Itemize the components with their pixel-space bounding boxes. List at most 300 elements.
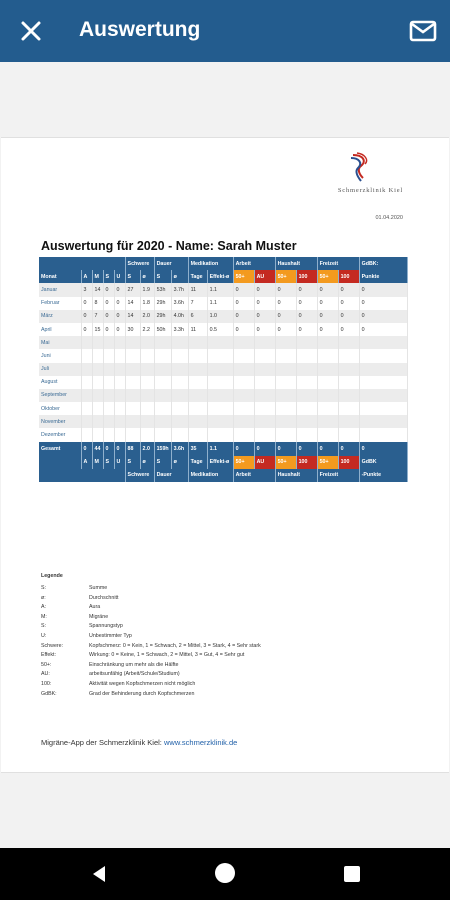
table-cell: [92, 428, 103, 441]
legend-value: Durchschnitt: [89, 594, 119, 601]
table-cell: [317, 336, 338, 349]
table-cell: 7: [188, 297, 207, 310]
clinic-logo-icon: [349, 152, 371, 184]
table-cell: [254, 336, 275, 349]
table-row: [39, 297, 407, 310]
table-cell: 6: [188, 310, 207, 323]
total-cell: 0: [317, 442, 338, 456]
table-cell: [188, 389, 207, 402]
footer-column: ø: [140, 456, 154, 469]
table-cell: 3.6h: [171, 297, 188, 310]
legend-item: [41, 671, 261, 681]
table-row: [39, 389, 407, 402]
home-icon[interactable]: [215, 863, 235, 883]
total-cell: 0: [103, 442, 114, 456]
table-cell: [103, 336, 114, 349]
table-cell: [296, 428, 317, 441]
legend-value: Kopfschmerz: 0 = Kein, 1 = Schwach, 2 = Mittel, 3 = Stark, 4 = Sehr stark: [89, 642, 261, 649]
table-cell: 50h: [154, 323, 171, 336]
table-cell: [188, 349, 207, 362]
month-name: Mai: [39, 336, 81, 349]
table-cell: [154, 402, 171, 415]
table-cell: [254, 363, 275, 376]
month-name: Januar: [39, 283, 81, 296]
total-cell: 0: [233, 442, 254, 456]
table-cell: [140, 428, 154, 441]
table-cell: 11: [188, 323, 207, 336]
table-cell: [296, 349, 317, 362]
footer-column: U: [114, 456, 125, 469]
column-header: 50+: [317, 270, 338, 283]
footer-column: S: [154, 456, 171, 469]
table-cell: 0: [317, 323, 338, 336]
legend: [41, 573, 261, 700]
footer-group: Haushalt: [275, 469, 317, 482]
table-cell: 29h: [154, 297, 171, 310]
table-cell: [103, 415, 114, 428]
table-row: [39, 402, 407, 415]
table-cell: 0: [338, 323, 359, 336]
table-cell: [207, 336, 233, 349]
total-row: [39, 442, 407, 456]
recent-apps-icon[interactable]: [344, 866, 360, 882]
legend-key: GdBK:: [41, 690, 57, 697]
table-cell: [92, 415, 103, 428]
footer-column: 50+: [317, 456, 338, 469]
total-cell: 3.6h: [171, 442, 188, 456]
table-cell: [81, 428, 92, 441]
table-cell: [125, 363, 140, 376]
footer-spacer: [39, 469, 125, 482]
footer-text: Migräne-App der Schmerzklinik Kiel:: [41, 738, 162, 747]
table-cell: [275, 415, 296, 428]
legend-key: 100:: [41, 680, 52, 687]
table-cell: [254, 428, 275, 441]
report-page: [1, 137, 449, 773]
total-cell: 2.0: [140, 442, 154, 456]
table-cell: [338, 402, 359, 415]
total-cell: 88: [125, 442, 140, 456]
legend-item: [41, 633, 261, 643]
table-cell: [317, 402, 338, 415]
header-spacer: [39, 257, 125, 270]
table-cell: [338, 349, 359, 362]
legend-value: Wirkung: 0 = Keine, 1 = Schwach, 2 = Mittel, 3 = Gut, 4 = Sehr gut: [89, 652, 245, 659]
legend-value: Aura: [89, 604, 101, 611]
total-cell: 159h: [154, 442, 171, 456]
table-cell: [140, 415, 154, 428]
table-cell: [81, 389, 92, 402]
month-name: Oktober: [39, 402, 81, 415]
table-cell: [188, 415, 207, 428]
table-cell: [114, 376, 125, 389]
table-cell: [338, 336, 359, 349]
evaluation-table: [39, 257, 408, 482]
report-title: Auswertung für 2020 - Name: Sarah Muster: [41, 239, 297, 253]
legend-key: U:: [41, 632, 47, 639]
table-cell: 0: [233, 310, 254, 323]
legend-key: A:: [41, 604, 47, 611]
table-cell: [171, 363, 188, 376]
table-cell: [359, 336, 407, 349]
total-cell: 0: [81, 442, 92, 456]
legend-key: ø:: [41, 594, 46, 601]
system-nav-bar: [0, 848, 450, 900]
table-cell: 0: [275, 323, 296, 336]
table-cell: [171, 415, 188, 428]
table-cell: [233, 376, 254, 389]
month-name: November: [39, 415, 81, 428]
table-cell: [103, 349, 114, 362]
total-cell: 0: [275, 442, 296, 456]
legend-key: Schwere:: [41, 642, 64, 649]
report-date: 01.04.2020: [375, 215, 403, 221]
group-header: Schwere: [125, 257, 154, 270]
footer-group: Dauer: [154, 469, 188, 482]
table-cell: [92, 363, 103, 376]
table-cell: [207, 415, 233, 428]
table-cell: 0: [359, 283, 407, 296]
column-header: S: [154, 270, 171, 283]
legend-value: Migräne: [89, 613, 109, 620]
table-cell: [296, 336, 317, 349]
table-cell: 0: [338, 310, 359, 323]
table-cell: [188, 402, 207, 415]
table-group-header: [39, 257, 407, 270]
table-cell: [103, 376, 114, 389]
column-header: Punkte: [359, 270, 407, 283]
column-header: 50+: [275, 270, 296, 283]
legend-title: Legende: [41, 573, 63, 579]
table-cell: 0: [317, 283, 338, 296]
table-cell: [296, 376, 317, 389]
legend-item: [41, 595, 261, 605]
table-cell: 0: [114, 297, 125, 310]
table-cell: [317, 428, 338, 441]
legend-key: S:: [41, 585, 47, 591]
table-cell: [125, 336, 140, 349]
table-row: [39, 349, 407, 362]
table-cell: 0: [296, 297, 317, 310]
month-name: März: [39, 310, 81, 323]
table-cell: [296, 415, 317, 428]
table-cell: 0: [103, 310, 114, 323]
table-cell: [114, 415, 125, 428]
table-cell: [171, 349, 188, 362]
table-cell: 8: [92, 297, 103, 310]
table-footer-columns: [39, 456, 407, 469]
table-cell: [275, 363, 296, 376]
total-cell: 0: [254, 442, 275, 456]
table-cell: 0: [275, 283, 296, 296]
table-cell: [81, 336, 92, 349]
legend-value: Einschränkung um mehr als die Hälfte: [89, 661, 179, 668]
table-cell: 0: [114, 310, 125, 323]
table-cell: 3.3h: [171, 323, 188, 336]
table-cell: [188, 376, 207, 389]
table-cell: 14: [125, 297, 140, 310]
footer-group: Freizeit: [317, 469, 359, 482]
table-cell: 0: [254, 297, 275, 310]
legend-key: M:: [41, 613, 47, 620]
table-cell: 0: [338, 297, 359, 310]
table-cell: 0: [233, 283, 254, 296]
table-cell: [125, 402, 140, 415]
table-cell: [275, 376, 296, 389]
footer-group: Arbeit: [233, 469, 275, 482]
table-cell: [359, 415, 407, 428]
table-cell: [114, 428, 125, 441]
table-cell: [125, 428, 140, 441]
back-icon[interactable]: [90, 865, 108, 883]
table-cell: [317, 415, 338, 428]
table-cell: [296, 402, 317, 415]
table-cell: [154, 349, 171, 362]
app-bar: [0, 0, 450, 62]
report-footer: [41, 738, 237, 747]
footer-column: S: [103, 456, 114, 469]
table-cell: [338, 376, 359, 389]
table-cell: [317, 363, 338, 376]
clinic-logo-text: Schmerzklinik Kiel: [337, 187, 403, 194]
group-header: Haushalt: [275, 257, 317, 270]
group-header: Medikation: [188, 257, 233, 270]
table-cell: [359, 376, 407, 389]
month-name: September: [39, 389, 81, 402]
table-cell: 15: [92, 323, 103, 336]
column-header: U: [114, 270, 125, 283]
table-cell: 30: [125, 323, 140, 336]
legend-item: [41, 585, 261, 595]
table-cell: [233, 428, 254, 441]
table-cell: [92, 336, 103, 349]
table-cell: [207, 363, 233, 376]
table-row: [39, 376, 407, 389]
table-cell: [171, 428, 188, 441]
table-cell: 0: [81, 297, 92, 310]
table-cell: [154, 363, 171, 376]
footer-column: AU: [254, 456, 275, 469]
table-cell: [171, 402, 188, 415]
table-cell: [140, 389, 154, 402]
footer-column: 50+: [233, 456, 254, 469]
table-cell: [296, 363, 317, 376]
legend-item: [41, 691, 261, 701]
group-header: Dauer: [154, 257, 188, 270]
table-cell: [81, 415, 92, 428]
table-column-header: [39, 270, 407, 283]
table-cell: [171, 376, 188, 389]
mail-icon[interactable]: [408, 18, 438, 44]
table-cell: [275, 428, 296, 441]
table-cell: [233, 349, 254, 362]
total-cell: Gesamt: [39, 442, 81, 456]
table-cell: [171, 336, 188, 349]
table-cell: 0: [254, 283, 275, 296]
table-cell: [338, 363, 359, 376]
table-cell: [317, 389, 338, 402]
table-row: [39, 415, 407, 428]
month-name: August: [39, 376, 81, 389]
table-cell: 27: [125, 283, 140, 296]
legend-item: [41, 643, 261, 653]
table-cell: 0: [296, 323, 317, 336]
total-cell: 0: [338, 442, 359, 456]
legend-item: [41, 662, 261, 672]
legend-item: [41, 681, 261, 691]
table-cell: 0: [296, 283, 317, 296]
table-cell: [254, 349, 275, 362]
table-cell: 0: [81, 323, 92, 336]
table-cell: [275, 349, 296, 362]
group-header: Freizeit: [317, 257, 359, 270]
table-cell: 0: [254, 323, 275, 336]
table-cell: [125, 376, 140, 389]
table-cell: [103, 402, 114, 415]
table-cell: 53h: [154, 283, 171, 296]
table-cell: 0: [317, 310, 338, 323]
total-cell: 0: [296, 442, 317, 456]
document-viewer[interactable]: [0, 62, 450, 848]
column-header: AU: [254, 270, 275, 283]
total-cell: 1.1: [207, 442, 233, 456]
table-cell: 0: [233, 323, 254, 336]
table-cell: [114, 349, 125, 362]
table-cell: 0: [103, 297, 114, 310]
table-cell: [188, 336, 207, 349]
table-cell: [125, 389, 140, 402]
table-cell: [233, 415, 254, 428]
footer-column: Tage: [188, 456, 207, 469]
table-cell: [275, 402, 296, 415]
clinic-website-link[interactable]: www.schmerzklinik.de: [163, 738, 238, 747]
table-cell: 2.0: [140, 310, 154, 323]
legend-item: [41, 652, 261, 662]
table-cell: [154, 376, 171, 389]
table-cell: 29h: [154, 310, 171, 323]
table-cell: [275, 389, 296, 402]
table-cell: 0: [103, 323, 114, 336]
table-cell: 0: [359, 297, 407, 310]
table-cell: [188, 428, 207, 441]
total-cell: 0: [114, 442, 125, 456]
total-cell: 0: [359, 442, 407, 456]
table-cell: [359, 389, 407, 402]
table-cell: [125, 349, 140, 362]
table-cell: [233, 389, 254, 402]
legend-value: Summe: [89, 585, 108, 591]
table-cell: [317, 349, 338, 362]
table-cell: [171, 389, 188, 402]
table-cell: [338, 389, 359, 402]
table-cell: [233, 363, 254, 376]
footer-column: [39, 456, 81, 469]
table-cell: [103, 363, 114, 376]
table-cell: 1.9: [140, 283, 154, 296]
column-header: Monat: [39, 270, 81, 283]
total-cell: 44: [92, 442, 103, 456]
table-cell: [338, 428, 359, 441]
close-icon[interactable]: [16, 16, 46, 46]
footer-group: Schwere: [125, 469, 154, 482]
table-cell: [140, 349, 154, 362]
footer-column: M: [92, 456, 103, 469]
legend-value: Grad der Behinderung durch Kopfschmerzen: [89, 690, 195, 697]
table-cell: [81, 376, 92, 389]
table-cell: [359, 428, 407, 441]
table-cell: 0: [296, 310, 317, 323]
table-cell: [140, 336, 154, 349]
table-cell: [296, 389, 317, 402]
table-cell: [233, 402, 254, 415]
table-cell: [140, 402, 154, 415]
table-cell: [154, 428, 171, 441]
column-header: 100: [338, 270, 359, 283]
table-row: [39, 428, 407, 441]
footer-column: 100: [296, 456, 317, 469]
table-cell: [207, 402, 233, 415]
footer-column: ø: [171, 456, 188, 469]
footer-group: -Punkte: [359, 469, 407, 482]
table-cell: 1.1: [207, 297, 233, 310]
table-cell: [207, 349, 233, 362]
table-cell: [359, 402, 407, 415]
legend-key: Effekt:: [41, 652, 56, 659]
table-cell: 1.0: [207, 310, 233, 323]
table-cell: 0.5: [207, 323, 233, 336]
total-cell: 35: [188, 442, 207, 456]
table-cell: [140, 363, 154, 376]
group-header: Arbeit: [233, 257, 275, 270]
table-cell: 7: [92, 310, 103, 323]
column-header: ø: [140, 270, 154, 283]
month-name: Juli: [39, 363, 81, 376]
table-cell: [114, 363, 125, 376]
month-name: Dezember: [39, 428, 81, 441]
footer-column: GdBK: [359, 456, 407, 469]
table-cell: 4.0h: [171, 310, 188, 323]
legend-value: Unbestimmter Typ: [89, 632, 132, 639]
table-cell: [207, 389, 233, 402]
column-header: A: [81, 270, 92, 283]
legend-item: [41, 614, 261, 624]
table-cell: [81, 363, 92, 376]
table-cell: [103, 389, 114, 402]
table-cell: [233, 336, 254, 349]
column-header: S: [103, 270, 114, 283]
column-header: S: [125, 270, 140, 283]
table-cell: [359, 363, 407, 376]
table-cell: 1.1: [207, 283, 233, 296]
month-name: Juni: [39, 349, 81, 362]
table-cell: 0: [338, 283, 359, 296]
table-cell: [92, 376, 103, 389]
table-cell: [92, 389, 103, 402]
footer-column: Effekt-ø: [207, 456, 233, 469]
table-cell: [317, 376, 338, 389]
table-cell: 2.2: [140, 323, 154, 336]
table-row: [39, 323, 407, 336]
legend-key: 50+:: [41, 661, 52, 668]
table-cell: [154, 336, 171, 349]
table-cell: 0: [114, 323, 125, 336]
table-row: [39, 310, 407, 323]
column-header: Effekt-ø: [207, 270, 233, 283]
table-cell: [275, 336, 296, 349]
page-title: Auswertung: [79, 18, 201, 41]
clinic-logo: [319, 152, 403, 196]
legend-key: AU:: [41, 671, 50, 678]
